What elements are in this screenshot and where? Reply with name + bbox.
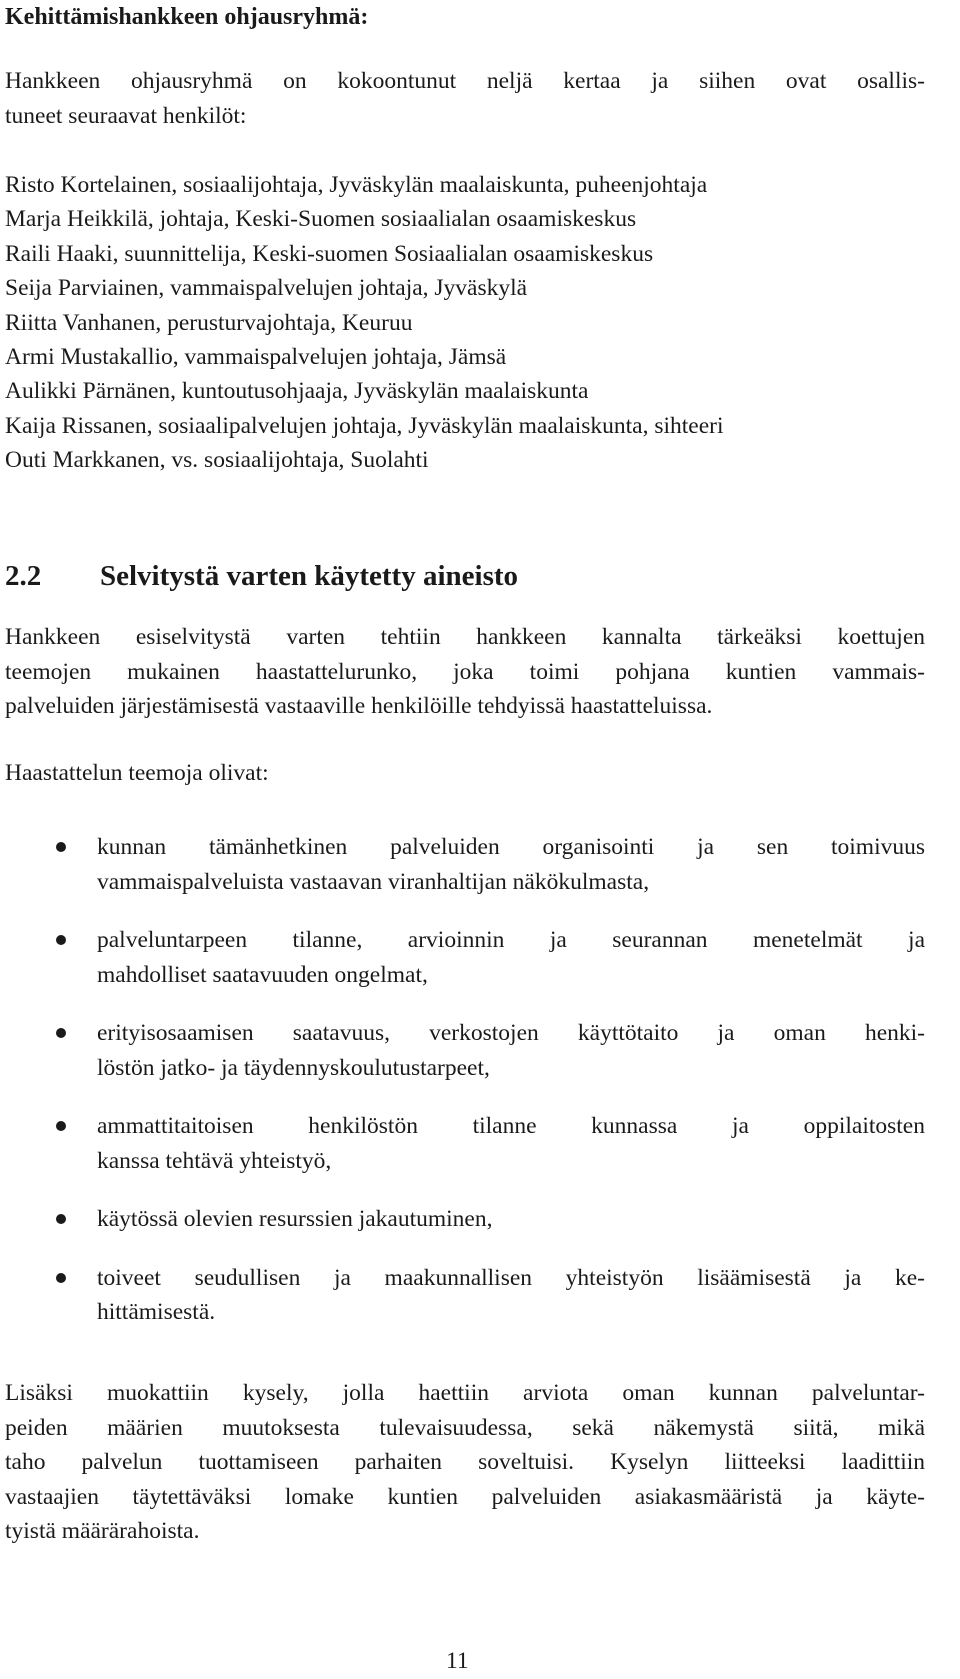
list-item [5,830,925,899]
themes-bullet-list [5,830,925,1354]
page-number: 11 [446,1648,469,1674]
list-item-line: erityisosaamisen saatavuus, verkostojen käyttötaito ja oman henki- [97,1020,925,1046]
list-item-line: toiveet seudullisen ja maakunnallisen yhteistyön lisäämisestä ja ke- [97,1264,925,1291]
intro-line: tuneet seuraavat henkilöt: [5,102,247,129]
list-item-line: löstön jatko- ja täydennyskoulutustarpeet, [97,1054,490,1081]
section-paragraph-1 [5,620,925,724]
paragraph-line: Hankkeen esiselvitystä varten tehtiin hankkeen kannalta tärkeäksi koettujen [5,624,925,650]
list-item-line: kanssa tehtävä yhteistyö, [97,1147,332,1174]
paragraph-line: peiden määrien muutoksesta tulevaisuudessa, sekä näkemystä siitä, mikä [5,1414,925,1441]
paragraph-line: Lisäksi muokattiin kysely, jolla haettiin arviota oman kunnan palveluntar- [5,1380,925,1406]
list-item-line: vammaispalveluista vastaavan viranhaltijan näkökulmasta, [97,868,650,895]
member-entry: Outi Markkanen, vs. sosiaalijohtaja, Suolahti [5,447,429,474]
list-item-line: palveluntarpeen tilanne, arvioinnin ja seurannan menetelmät ja [97,927,925,953]
themes-intro [5,756,925,791]
member-entry: Seija Parviainen, vammaispalvelujen johtaja, Jyväskylä [5,275,528,302]
list-item-line: hittämisestä. [97,1299,216,1325]
list-item [5,923,925,992]
list-item-line: käytössä olevien resurssien jakautuminen, [97,1206,493,1232]
steering-group-intro [5,64,925,133]
list-item-line: mahdolliset saatavuuden ongelmat, [97,961,428,988]
member-entry: Kaija Rissanen, sosiaalipalvelujen johtaja, Jyväskylän maalaiskunta, sihteeri [5,412,724,439]
member-entry: Armi Mustakallio, vammaispalvelujen johtaja, Jämsä [5,343,507,370]
paragraph-line: taho palvelun tuottamiseen parhaiten soveltuisi. Kyselyn liitteeksi laadittiin [5,1449,925,1475]
member-entry: Riitta Vanhanen, perusturvajohtaja, Keuruu [5,309,413,336]
bullet-icon [56,1121,66,1131]
list-item [5,1109,925,1178]
steering-group-heading: Kehittämishankkeen ohjausryhmä: [5,4,369,30]
section-number: 2.2 [5,560,42,592]
section-paragraph-2 [5,1376,925,1549]
list-item [5,1016,925,1085]
list-item [5,1202,925,1237]
paragraph-line: palveluiden järjestämisestä vastaaville henkilöille tehdyissä haastatteluissa. [5,693,713,719]
bullet-icon [56,842,66,852]
bullet-icon [56,1214,66,1224]
steering-group-member-list [5,168,724,478]
section-heading [5,556,518,596]
list-item-line: ammattitaitoisen henkilöstön tilanne kunnassa ja oppilaitosten [97,1113,925,1139]
bullet-icon [56,935,66,945]
themes-intro-text: Haastattelun teemoja olivat: [5,760,269,786]
paragraph-line: teemojen mukainen haastattelurunko, joka toimi pohjana kuntien vammais- [5,658,925,685]
list-item-line: kunnan tämänhetkinen palveluiden organisointi ja sen toimivuus [97,834,925,860]
member-entry: Risto Kortelainen, sosiaalijohtaja, Jyväskylän maalaiskunta, puheenjohtaja [5,172,708,198]
intro-line: Hankkeen ohjausryhmä on kokoontunut neljä kertaa ja siihen ovat osallis- [5,68,925,94]
paragraph-line: vastaajien täytettäväksi lomake kuntien palveluiden asiakasmääristä ja käyte- [5,1483,925,1510]
bullet-icon [56,1273,66,1283]
member-entry: Raili Haaki, suunnittelija, Keski-suomen Sosiaalialan osaamiskeskus [5,240,654,267]
paragraph-line: tyistä määrärahoista. [5,1518,200,1544]
bullet-icon [56,1028,66,1038]
section-title: Selvitystä varten käytetty aineisto [100,560,519,592]
member-entry: Aulikki Pärnänen, kuntoutusohjaaja, Jyväskylän maalaiskunta [5,378,589,405]
member-entry: Marja Heikkilä, johtaja, Keski-Suomen sosiaalialan osaamiskeskus [5,206,637,233]
list-item [5,1261,925,1330]
